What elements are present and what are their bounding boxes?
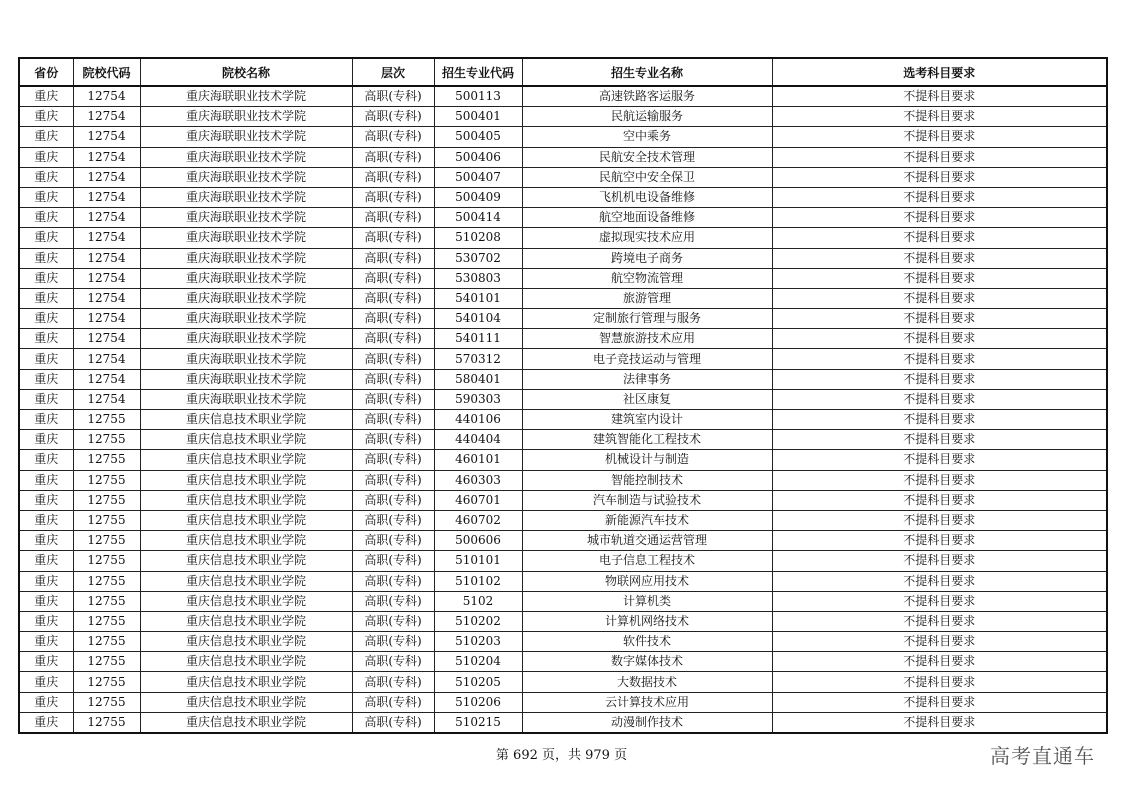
table-row <box>19 349 1107 369</box>
cell-school-code: 12754 <box>73 288 140 308</box>
cell-school-name: 重庆信息技术职业学院 <box>140 692 352 712</box>
cell-province: 重庆 <box>19 167 73 187</box>
cell-province: 重庆 <box>19 410 73 430</box>
table-row <box>19 531 1107 551</box>
cell-subject-requirement: 不提科目要求 <box>772 389 1107 409</box>
cell-level: 高职(专科) <box>352 410 434 430</box>
header-major-code: 招生专业代码 <box>434 58 522 86</box>
table-row <box>19 490 1107 510</box>
cell-subject-requirement: 不提科目要求 <box>772 187 1107 207</box>
cell-major-name: 物联网应用技术 <box>522 571 772 591</box>
cell-major-name: 飞机机电设备维修 <box>522 187 772 207</box>
cell-school-name: 重庆信息技术职业学院 <box>140 510 352 530</box>
cell-level: 高职(专科) <box>352 389 434 409</box>
page-footer <box>0 744 1123 763</box>
cell-school-name: 重庆信息技术职业学院 <box>140 611 352 631</box>
cell-school-code: 12755 <box>73 632 140 652</box>
cell-province: 重庆 <box>19 248 73 268</box>
table-row <box>19 410 1107 430</box>
cell-school-name: 重庆海联职业技术学院 <box>140 107 352 127</box>
table-row <box>19 187 1107 207</box>
table-row <box>19 672 1107 692</box>
cell-subject-requirement: 不提科目要求 <box>772 712 1107 733</box>
table-row <box>19 288 1107 308</box>
cell-province: 重庆 <box>19 107 73 127</box>
cell-major-name: 跨境电子商务 <box>522 248 772 268</box>
cell-subject-requirement: 不提科目要求 <box>772 591 1107 611</box>
table-row <box>19 470 1107 490</box>
cell-school-name: 重庆海联职业技术学院 <box>140 167 352 187</box>
cell-subject-requirement: 不提科目要求 <box>772 571 1107 591</box>
cell-school-code: 12755 <box>73 712 140 733</box>
cell-subject-requirement: 不提科目要求 <box>772 490 1107 510</box>
cell-major-name: 空中乘务 <box>522 127 772 147</box>
cell-major-code: 540101 <box>434 288 522 308</box>
cell-school-code: 12754 <box>73 248 140 268</box>
table-row <box>19 309 1107 329</box>
cell-subject-requirement: 不提科目要求 <box>772 470 1107 490</box>
cell-school-name: 重庆信息技术职业学院 <box>140 632 352 652</box>
cell-province: 重庆 <box>19 531 73 551</box>
cell-major-code: 570312 <box>434 349 522 369</box>
cell-subject-requirement: 不提科目要求 <box>772 86 1107 107</box>
cell-major-name: 智能控制技术 <box>522 470 772 490</box>
cell-level: 高职(专科) <box>352 147 434 167</box>
cell-level: 高职(专科) <box>352 430 434 450</box>
cell-level: 高职(专科) <box>352 712 434 733</box>
header-subject-requirement: 选考科目要求 <box>772 58 1107 86</box>
cell-school-code: 12754 <box>73 369 140 389</box>
cell-province: 重庆 <box>19 228 73 248</box>
cell-major-code: 500406 <box>434 147 522 167</box>
cell-school-code: 12754 <box>73 107 140 127</box>
cell-province: 重庆 <box>19 127 73 147</box>
cell-major-name: 城市轨道交通运营管理 <box>522 531 772 551</box>
cell-school-code: 12754 <box>73 389 140 409</box>
cell-major-name: 计算机类 <box>522 591 772 611</box>
cell-school-name: 重庆海联职业技术学院 <box>140 329 352 349</box>
cell-major-code: 440106 <box>434 410 522 430</box>
cell-school-name: 重庆海联职业技术学院 <box>140 208 352 228</box>
cell-major-code: 500407 <box>434 167 522 187</box>
table-row <box>19 127 1107 147</box>
table-row <box>19 632 1107 652</box>
cell-province: 重庆 <box>19 510 73 530</box>
cell-major-code: 530803 <box>434 268 522 288</box>
cell-school-name: 重庆信息技术职业学院 <box>140 450 352 470</box>
cell-school-name: 重庆海联职业技术学院 <box>140 86 352 107</box>
cell-school-name: 重庆海联职业技术学院 <box>140 268 352 288</box>
table-row <box>19 369 1107 389</box>
cell-major-code: 510206 <box>434 692 522 712</box>
cell-school-name: 重庆海联职业技术学院 <box>140 288 352 308</box>
cell-major-code: 510202 <box>434 611 522 631</box>
cell-province: 重庆 <box>19 208 73 228</box>
cell-level: 高职(专科) <box>352 208 434 228</box>
cell-school-code: 12755 <box>73 510 140 530</box>
cell-province: 重庆 <box>19 268 73 288</box>
cell-school-name: 重庆海联职业技术学院 <box>140 147 352 167</box>
cell-province: 重庆 <box>19 470 73 490</box>
cell-major-name: 法律事务 <box>522 369 772 389</box>
cell-subject-requirement: 不提科目要求 <box>772 652 1107 672</box>
cell-subject-requirement: 不提科目要求 <box>772 410 1107 430</box>
cell-major-code: 510208 <box>434 228 522 248</box>
cell-level: 高职(专科) <box>352 692 434 712</box>
cell-level: 高职(专科) <box>352 167 434 187</box>
cell-province: 重庆 <box>19 712 73 733</box>
table-row <box>19 450 1107 470</box>
cell-major-code: 540111 <box>434 329 522 349</box>
cell-major-code: 460701 <box>434 490 522 510</box>
cell-major-name: 民航安全技术管理 <box>522 147 772 167</box>
cell-school-code: 12754 <box>73 268 140 288</box>
cell-major-code: 500409 <box>434 187 522 207</box>
table-row <box>19 329 1107 349</box>
cell-major-name: 云计算技术应用 <box>522 692 772 712</box>
cell-subject-requirement: 不提科目要求 <box>772 450 1107 470</box>
cell-province: 重庆 <box>19 551 73 571</box>
cell-province: 重庆 <box>19 672 73 692</box>
cell-major-code: 460101 <box>434 450 522 470</box>
cell-major-code: 500414 <box>434 208 522 228</box>
cell-major-name: 建筑室内设计 <box>522 410 772 430</box>
cell-level: 高职(专科) <box>352 470 434 490</box>
cell-school-code: 12754 <box>73 167 140 187</box>
cell-school-code: 12755 <box>73 450 140 470</box>
cell-subject-requirement: 不提科目要求 <box>772 369 1107 389</box>
cell-major-code: 510102 <box>434 571 522 591</box>
cell-level: 高职(专科) <box>352 288 434 308</box>
cell-level: 高职(专科) <box>352 268 434 288</box>
cell-major-code: 510215 <box>434 712 522 733</box>
cell-major-name: 计算机网络技术 <box>522 611 772 631</box>
cell-school-name: 重庆海联职业技术学院 <box>140 309 352 329</box>
cell-school-name: 重庆信息技术职业学院 <box>140 430 352 450</box>
cell-school-code: 12755 <box>73 672 140 692</box>
header-level: 层次 <box>352 58 434 86</box>
cell-level: 高职(专科) <box>352 369 434 389</box>
table-row <box>19 248 1107 268</box>
cell-school-name: 重庆信息技术职业学院 <box>140 410 352 430</box>
cell-level: 高职(专科) <box>352 551 434 571</box>
cell-province: 重庆 <box>19 591 73 611</box>
admissions-table <box>18 57 1108 734</box>
cell-school-name: 重庆信息技术职业学院 <box>140 551 352 571</box>
cell-level: 高职(专科) <box>352 591 434 611</box>
cell-level: 高职(专科) <box>352 309 434 329</box>
cell-major-code: 500401 <box>434 107 522 127</box>
header-school-code: 院校代码 <box>73 58 140 86</box>
cell-major-name: 新能源汽车技术 <box>522 510 772 530</box>
cell-level: 高职(专科) <box>352 611 434 631</box>
cell-level: 高职(专科) <box>352 349 434 369</box>
cell-level: 高职(专科) <box>352 228 434 248</box>
cell-school-code: 12754 <box>73 309 140 329</box>
cell-school-code: 12754 <box>73 147 140 167</box>
cell-subject-requirement: 不提科目要求 <box>772 127 1107 147</box>
cell-subject-requirement: 不提科目要求 <box>772 672 1107 692</box>
table-row <box>19 652 1107 672</box>
cell-province: 重庆 <box>19 187 73 207</box>
cell-level: 高职(专科) <box>352 86 434 107</box>
cell-school-name: 重庆海联职业技术学院 <box>140 369 352 389</box>
cell-subject-requirement: 不提科目要求 <box>772 430 1107 450</box>
cell-school-name: 重庆海联职业技术学院 <box>140 389 352 409</box>
cell-level: 高职(专科) <box>352 329 434 349</box>
cell-province: 重庆 <box>19 369 73 389</box>
cell-province: 重庆 <box>19 571 73 591</box>
cell-province: 重庆 <box>19 329 73 349</box>
cell-major-name: 航空物流管理 <box>522 268 772 288</box>
cell-school-name: 重庆信息技术职业学院 <box>140 531 352 551</box>
cell-major-code: 530702 <box>434 248 522 268</box>
cell-subject-requirement: 不提科目要求 <box>772 107 1107 127</box>
cell-major-name: 动漫制作技术 <box>522 712 772 733</box>
cell-level: 高职(专科) <box>352 571 434 591</box>
cell-province: 重庆 <box>19 490 73 510</box>
cell-province: 重庆 <box>19 652 73 672</box>
cell-school-name: 重庆信息技术职业学院 <box>140 652 352 672</box>
cell-subject-requirement: 不提科目要求 <box>772 692 1107 712</box>
cell-school-code: 12755 <box>73 470 140 490</box>
cell-school-code: 12754 <box>73 86 140 107</box>
cell-school-name: 重庆信息技术职业学院 <box>140 470 352 490</box>
cell-major-name: 建筑智能化工程技术 <box>522 430 772 450</box>
cell-school-code: 12754 <box>73 187 140 207</box>
cell-level: 高职(专科) <box>352 490 434 510</box>
cell-province: 重庆 <box>19 430 73 450</box>
table-row <box>19 268 1107 288</box>
cell-level: 高职(专科) <box>352 107 434 127</box>
cell-province: 重庆 <box>19 692 73 712</box>
cell-major-code: 500113 <box>434 86 522 107</box>
cell-level: 高职(专科) <box>352 652 434 672</box>
cell-school-code: 12755 <box>73 490 140 510</box>
cell-major-name: 社区康复 <box>522 389 772 409</box>
cell-school-name: 重庆信息技术职业学院 <box>140 571 352 591</box>
cell-subject-requirement: 不提科目要求 <box>772 510 1107 530</box>
cell-school-name: 重庆海联职业技术学院 <box>140 248 352 268</box>
cell-level: 高职(专科) <box>352 187 434 207</box>
cell-major-name: 汽车制造与试验技术 <box>522 490 772 510</box>
cell-major-name: 电子信息工程技术 <box>522 551 772 571</box>
cell-school-code: 12755 <box>73 571 140 591</box>
cell-major-code: 460303 <box>434 470 522 490</box>
table-row <box>19 591 1107 611</box>
cell-major-name: 智慧旅游技术应用 <box>522 329 772 349</box>
cell-province: 重庆 <box>19 632 73 652</box>
cell-major-name: 数字媒体技术 <box>522 652 772 672</box>
cell-level: 高职(专科) <box>352 510 434 530</box>
cell-school-code: 12755 <box>73 531 140 551</box>
table-row <box>19 692 1107 712</box>
table-body <box>19 86 1107 733</box>
cell-major-name: 虚拟现实技术应用 <box>522 228 772 248</box>
table-row <box>19 228 1107 248</box>
cell-province: 重庆 <box>19 147 73 167</box>
cell-level: 高职(专科) <box>352 127 434 147</box>
cell-subject-requirement: 不提科目要求 <box>772 632 1107 652</box>
cell-province: 重庆 <box>19 86 73 107</box>
table-row <box>19 86 1107 107</box>
header-school-name: 院校名称 <box>140 58 352 86</box>
cell-school-code: 12754 <box>73 349 140 369</box>
cell-major-name: 机械设计与制造 <box>522 450 772 470</box>
cell-major-name: 民航运输服务 <box>522 107 772 127</box>
cell-major-code: 5102 <box>434 591 522 611</box>
watermark-logo: 高考直通车 <box>990 744 1095 768</box>
cell-major-name: 定制旅行管理与服务 <box>522 309 772 329</box>
cell-subject-requirement: 不提科目要求 <box>772 228 1107 248</box>
cell-school-name: 重庆信息技术职业学院 <box>140 591 352 611</box>
cell-province: 重庆 <box>19 288 73 308</box>
cell-school-code: 12755 <box>73 611 140 631</box>
cell-subject-requirement: 不提科目要求 <box>772 531 1107 551</box>
cell-province: 重庆 <box>19 611 73 631</box>
cell-subject-requirement: 不提科目要求 <box>772 551 1107 571</box>
cell-province: 重庆 <box>19 309 73 329</box>
cell-school-code: 12754 <box>73 329 140 349</box>
cell-subject-requirement: 不提科目要求 <box>772 268 1107 288</box>
cell-level: 高职(专科) <box>352 450 434 470</box>
cell-school-name: 重庆信息技术职业学院 <box>140 490 352 510</box>
cell-level: 高职(专科) <box>352 248 434 268</box>
cell-major-code: 580401 <box>434 369 522 389</box>
cell-school-code: 12754 <box>73 208 140 228</box>
cell-subject-requirement: 不提科目要求 <box>772 167 1107 187</box>
cell-major-name: 软件技术 <box>522 632 772 652</box>
cell-major-code: 510101 <box>434 551 522 571</box>
table-row <box>19 430 1107 450</box>
table-row <box>19 510 1107 530</box>
cell-school-code: 12755 <box>73 410 140 430</box>
admissions-table-container <box>18 57 1106 734</box>
cell-province: 重庆 <box>19 349 73 369</box>
table-header-row <box>19 58 1107 86</box>
cell-major-code: 440404 <box>434 430 522 450</box>
table-row <box>19 571 1107 591</box>
cell-subject-requirement: 不提科目要求 <box>772 349 1107 369</box>
header-province: 省份 <box>19 58 73 86</box>
cell-major-code: 510204 <box>434 652 522 672</box>
cell-school-name: 重庆信息技术职业学院 <box>140 672 352 692</box>
cell-subject-requirement: 不提科目要求 <box>772 329 1107 349</box>
cell-school-code: 12755 <box>73 551 140 571</box>
header-major-name: 招生专业名称 <box>522 58 772 86</box>
cell-school-name: 重庆海联职业技术学院 <box>140 349 352 369</box>
cell-school-code: 12755 <box>73 430 140 450</box>
cell-major-code: 500405 <box>434 127 522 147</box>
cell-subject-requirement: 不提科目要求 <box>772 611 1107 631</box>
page-number: 第 692 页，共 979 页 <box>495 748 628 763</box>
cell-school-name: 重庆海联职业技术学院 <box>140 228 352 248</box>
cell-major-name: 航空地面设备维修 <box>522 208 772 228</box>
table-row <box>19 147 1107 167</box>
cell-subject-requirement: 不提科目要求 <box>772 208 1107 228</box>
cell-level: 高职(专科) <box>352 632 434 652</box>
cell-major-name: 旅游管理 <box>522 288 772 308</box>
table-row <box>19 611 1107 631</box>
cell-school-code: 12755 <box>73 652 140 672</box>
cell-major-code: 510205 <box>434 672 522 692</box>
cell-school-name: 重庆海联职业技术学院 <box>140 187 352 207</box>
cell-major-name: 民航空中安全保卫 <box>522 167 772 187</box>
cell-major-code: 540104 <box>434 309 522 329</box>
table-row <box>19 712 1107 733</box>
cell-subject-requirement: 不提科目要求 <box>772 147 1107 167</box>
cell-school-code: 12755 <box>73 591 140 611</box>
cell-subject-requirement: 不提科目要求 <box>772 248 1107 268</box>
table-row <box>19 551 1107 571</box>
cell-province: 重庆 <box>19 450 73 470</box>
cell-school-code: 12755 <box>73 692 140 712</box>
cell-level: 高职(专科) <box>352 672 434 692</box>
table-row <box>19 389 1107 409</box>
table-row <box>19 208 1107 228</box>
cell-major-code: 460702 <box>434 510 522 530</box>
cell-school-code: 12754 <box>73 228 140 248</box>
cell-school-code: 12754 <box>73 127 140 147</box>
cell-major-code: 500606 <box>434 531 522 551</box>
cell-province: 重庆 <box>19 389 73 409</box>
table-row <box>19 167 1107 187</box>
cell-school-name: 重庆海联职业技术学院 <box>140 127 352 147</box>
cell-major-code: 510203 <box>434 632 522 652</box>
cell-major-name: 大数据技术 <box>522 672 772 692</box>
cell-major-name: 电子竞技运动与管理 <box>522 349 772 369</box>
cell-school-name: 重庆信息技术职业学院 <box>140 712 352 733</box>
cell-level: 高职(专科) <box>352 531 434 551</box>
table-row <box>19 107 1107 127</box>
cell-subject-requirement: 不提科目要求 <box>772 309 1107 329</box>
cell-subject-requirement: 不提科目要求 <box>772 288 1107 308</box>
cell-major-code: 590303 <box>434 389 522 409</box>
cell-major-name: 高速铁路客运服务 <box>522 86 772 107</box>
